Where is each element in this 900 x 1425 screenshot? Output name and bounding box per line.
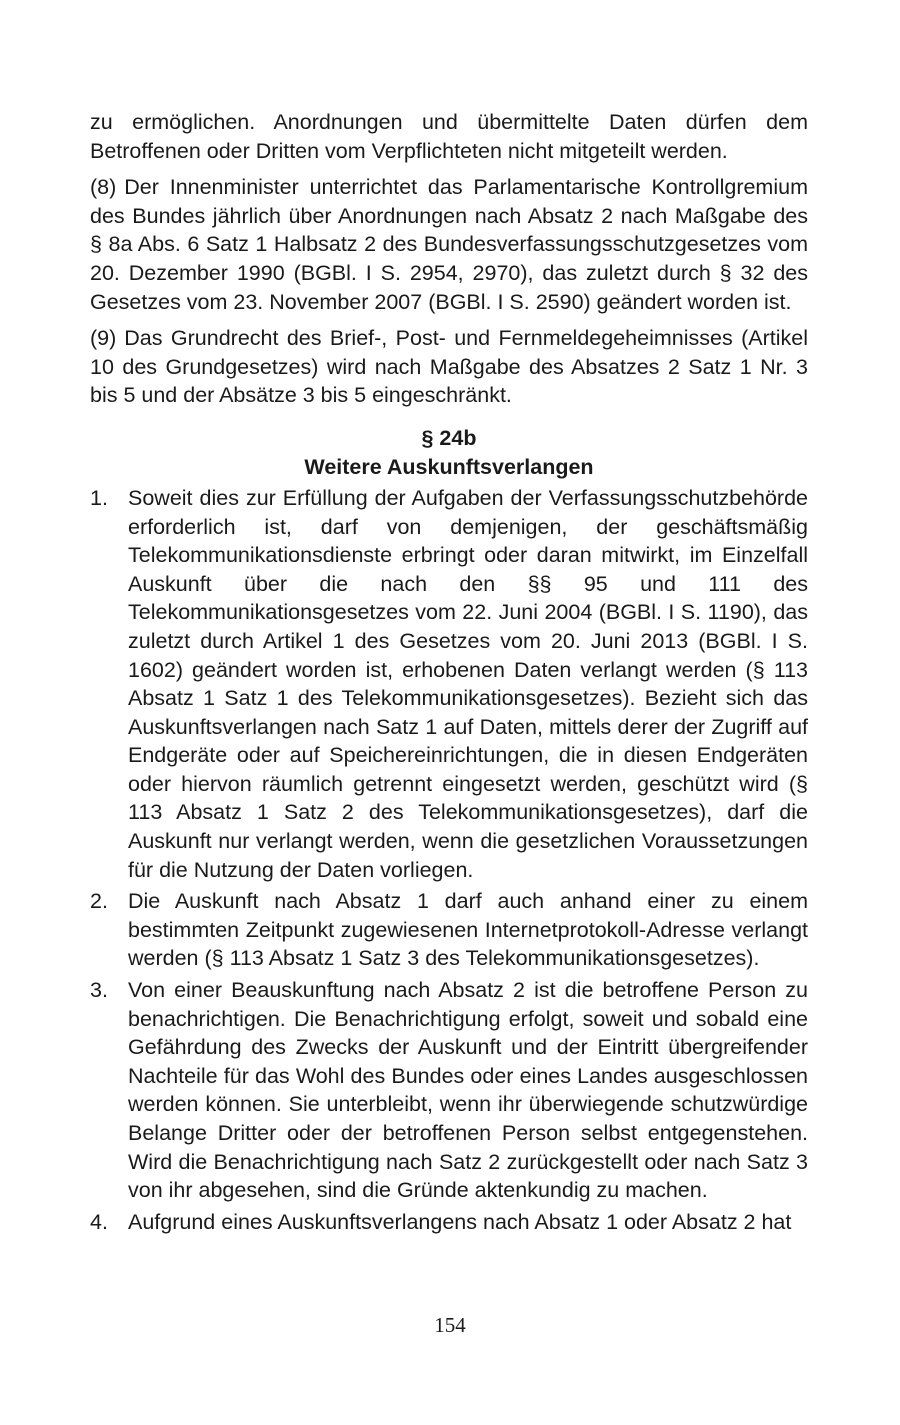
paragraph-number: (8) xyxy=(90,175,117,200)
paragraph-continuation xyxy=(90,108,808,165)
page-body xyxy=(90,108,808,1239)
list-item-text: Die Auskunft nach Absatz 1 darf auch anhand einer zu einem bestimmten Zeitpunkt zugewiesenen Internetprotokoll-Adresse verlangt werden (§ 113 Absatz 1 Satz 3 des Telekommunikationsgesetzes). xyxy=(128,889,808,971)
list-item-text: Aufgrund eines Auskunftsverlangens nach Absatz 1 oder Absatz 2 hat xyxy=(128,1209,792,1234)
list-item-text: Von einer Beauskunftung nach Absatz 2 ist die betroffene Person zu benachrichtigen. Die Benachrichtigung erfolgt, soweit und sobald eine Gefährdung des Zwecks der Auskunft und der Eintritt übergreifender Nachteile für das Wohl des Bundes oder eines Landes ausgeschlossen werden können. Sie unterbleibt, wenn ihr überwiegende schutzwürdige Belange Dritter oder der betroffenen Person selbst entgegenstehen. Wird die Benachrichtigung nach Satz 2 zurückgestellt oder nach Satz 3 von ihr abgesehen, sind die Gründe aktenkundig zu machen. xyxy=(128,978,808,1203)
paragraph-number: (9) xyxy=(90,326,117,351)
paragraph-8 xyxy=(90,173,808,316)
paragraph-text: zu ermöglichen. Anordnungen und übermittelte Daten dürfen dem Betroffenen oder Dritten vom Verpflichteten nicht mitgeteilt werden. xyxy=(90,110,808,163)
page-number: 154 xyxy=(434,1313,466,1337)
list-item xyxy=(90,1208,808,1237)
section-heading xyxy=(90,424,808,482)
list-marker: 1. xyxy=(90,485,108,510)
list-marker: 4. xyxy=(90,1209,108,1234)
list-marker: 3. xyxy=(90,978,108,1003)
numbered-list xyxy=(90,484,808,1236)
paragraph-9 xyxy=(90,324,808,410)
list-item-text: Soweit dies zur Erfüllung der Aufgaben der Verfassungsschutzbehörde erforderlich ist, darf von demjenigen, der geschäftsmäßig Telekommunikationsdienste erbringt oder daran mitwirkt, im Einzelfall Auskunft über die nach den §§ 95 und 111 des Telekommunikationsgesetzes vom 22. Juni 2004 (BGBl. I S. 1190), das zuletzt durch Artikel 1 des Gesetzes vom 20. Juni 2013 (BGBl. I S. 1602) geändert worden ist, erhobenen Daten verlangt werden (§ 113 Absatz 1 Satz 1 des Telekommunikationsgesetzes). Bezieht sich das Auskunftsverlangen nach Satz 1 auf Daten, mittels derer der Zugriff auf Endgeräte oder auf Speichereinrichtungen, die in diesen Endgeräten oder hiervon räumlich getrennt eingesetzt werden, geschützt wird (§ 113 Absatz 1 Satz 2 des Telekommunikationsgesetzes), darf die Auskunft nur verlangt werden, wenn die gesetzlichen Voraussetzungen für die Nutzung der Daten vorliegen. xyxy=(128,485,808,882)
list-marker: 2. xyxy=(90,889,108,914)
paragraph-text: Das Grundrecht des Brief-, Post- und Fernmeldegeheimnisses (Artikel 10 des Grundgesetzes) wird nach Maßgabe des Absatzes 2 Satz 1 Nr. 3 bis 5 und der Absätze 3 bis 5 eingeschränkt. xyxy=(90,326,808,408)
list-item xyxy=(90,484,808,884)
section-number: § 24b xyxy=(421,425,477,450)
paragraph-text: Der Innenminister unterrichtet das Parlamentarische Kontrollgremium des Bundes jährlich über Anordnungen nach Absatz 2 nach Maßgabe des § 8a Abs. 6 Satz 1 Halbsatz 2 des Bundesverfassungsschutzgesetzes vom 20. Dezember 1990 (BGBl. I S. 2954, 2970), das zuletzt durch § 32 des Gesetzes vom 23. November 2007 (BGBl. I S. 2590) geändert worden ist. xyxy=(90,175,808,314)
section-title: Weitere Auskunftsverlangen xyxy=(304,454,594,479)
list-item xyxy=(90,976,808,1205)
list-item xyxy=(90,887,808,973)
